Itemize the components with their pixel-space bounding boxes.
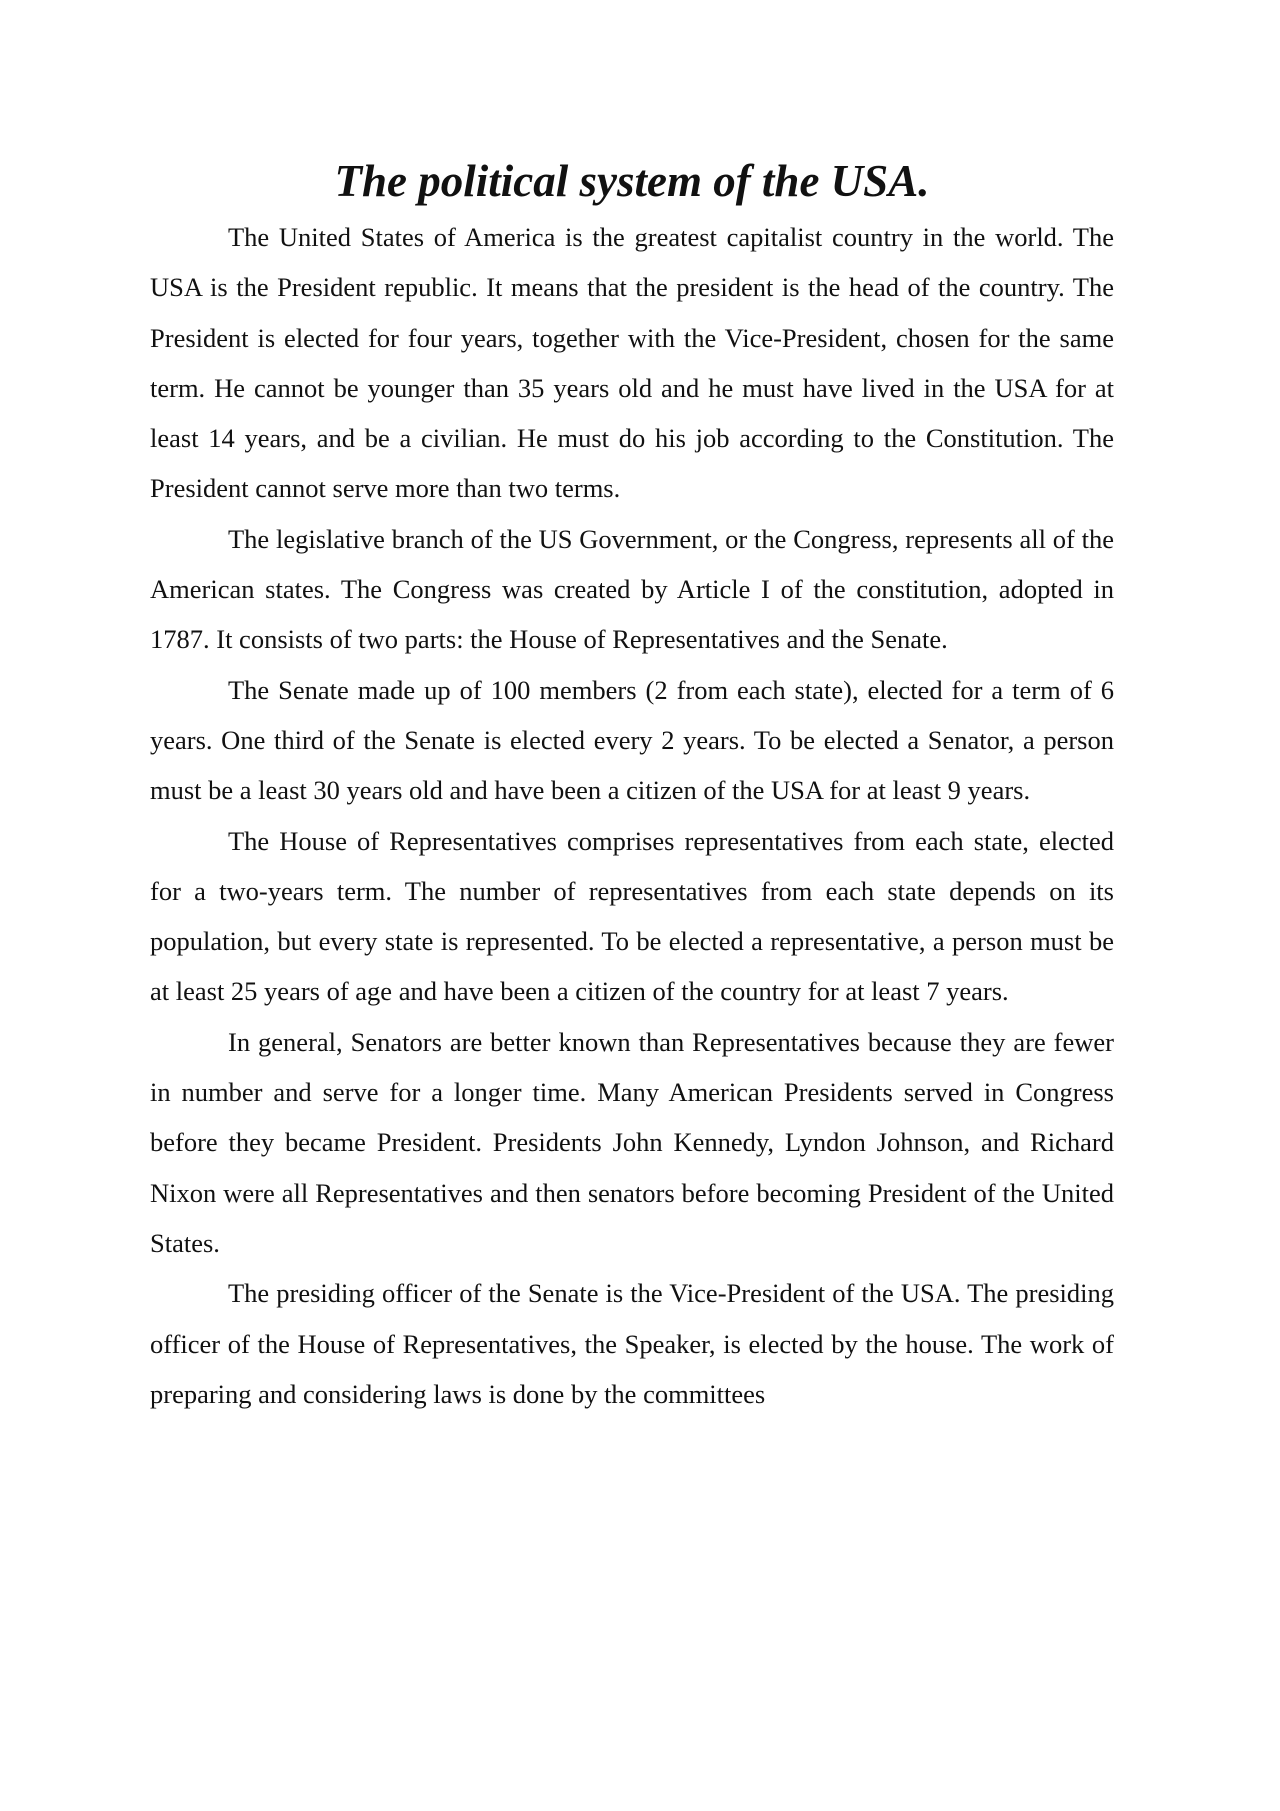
- paragraph-congress: The legislative branch of the US Government, or the Congress, represents all of the American states. The Congress was created by Article I of the constitution, adopted in 1787. It consists of two parts: the House of Representatives and the Senate.: [150, 523, 1114, 655]
- paragraph-house: The House of Representatives comprises representatives from each state, elected for a two-years term. The number of representatives from each state depends on its population, but every state is represented. To be elected a representative, a person must be at least 25 years of age and have been a citizen of the country for at least 7 years.: [150, 825, 1114, 1007]
- paragraph-senators-vs-representatives: In general, Senators are better known than Representatives because they are fewer in number and serve for a longer time. Many American Presidents served in Congress before they became President. Presidents John Kennedy, Lyndon Johnson, and Richard Nixon were all Representatives and then senators before becoming President of the United States.: [150, 1026, 1114, 1258]
- paragraph-presiding-officers: The presiding officer of the Senate is the Vice-President of the USA. The presiding officer of the House of Representatives, the Speaker, is elected by the house. The work of preparing and considering laws is done by the committees: [150, 1278, 1114, 1409]
- paragraph-president: The United States of America is the greatest capitalist country in the world. The USA is the President republic. It means that the president is the head of the country. The President is elected for four years, together with the Vice-President, chosen for the same term. He cannot be younger than 35 years old and he must have lived in the USA for at least 14 years, and be a civilian. He must do his job according to the Constitution. The President cannot serve more than two terms.: [150, 222, 1114, 504]
- document-title: The political system of the USA.: [334, 156, 930, 206]
- paragraph-senate: The Senate made up of 100 members (2 from each state), elected for a term of 6 years. One third of the Senate is elected every 2 years. To be elected a Senator, a person must be a least 30 years old and have been a citizen of the USA for at least 9 years.: [150, 674, 1114, 806]
- document-body: [150, 150, 1114, 1419]
